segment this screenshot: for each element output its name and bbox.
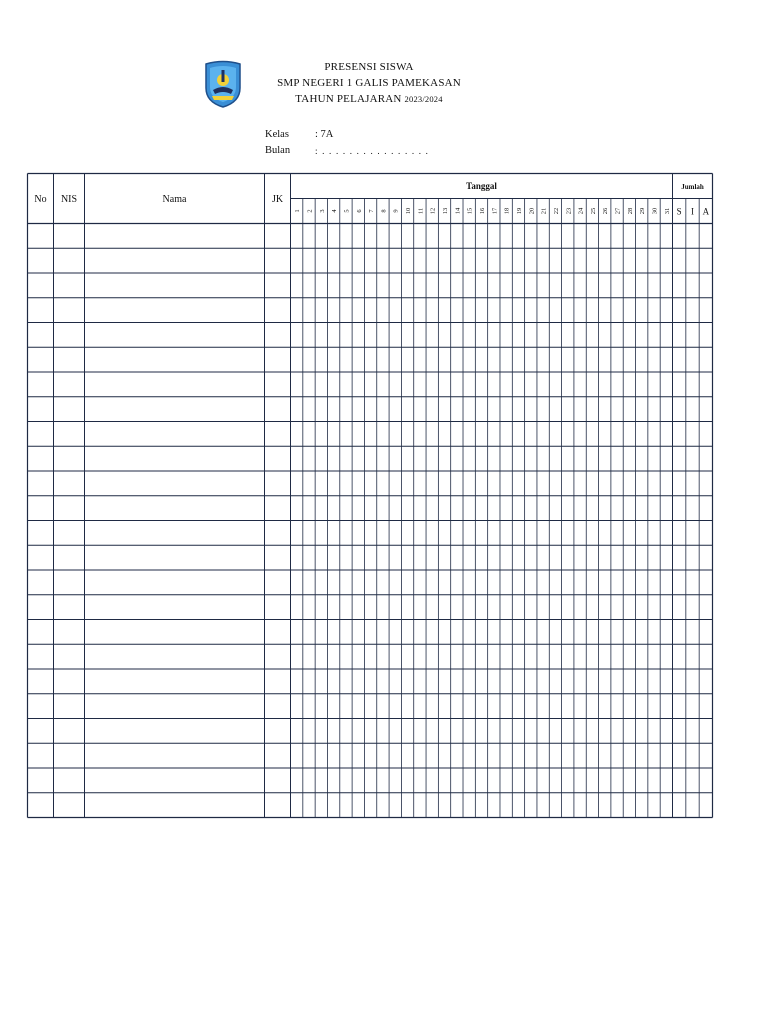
bulan-label: Bulan (265, 145, 291, 156)
header-no: No (34, 194, 47, 205)
header-tanggal: Tanggal (466, 181, 497, 191)
date-label-15: 15 (466, 207, 474, 215)
header-jumlah: Jumlah (681, 183, 704, 191)
date-label-21: 21 (540, 207, 548, 215)
header-jk: JK (271, 194, 284, 205)
date-label-7: 7 (368, 209, 376, 213)
kelas-value: : 7A (315, 129, 334, 140)
date-label-8: 8 (380, 209, 388, 213)
date-label-30: 30 (651, 207, 659, 215)
summary-label-s: S (676, 206, 682, 217)
date-label-28: 28 (626, 207, 634, 215)
date-label-10: 10 (405, 207, 413, 215)
date-label-31: 31 (663, 207, 671, 215)
kelas-label: Kelas (265, 129, 289, 140)
date-label-24: 24 (577, 207, 585, 215)
date-label-9: 9 (392, 209, 400, 213)
date-label-5: 5 (343, 209, 351, 213)
date-label-26: 26 (602, 207, 610, 215)
academic-year-label: TAHUN PELAJARAN (295, 93, 402, 105)
date-label-3: 3 (318, 209, 326, 213)
header-nis: NIS (60, 194, 78, 205)
date-label-14: 14 (454, 207, 462, 215)
date-label-29: 29 (639, 207, 647, 215)
academic-year-value: 2023/2024 (404, 94, 443, 104)
summary-label-i: I (691, 206, 694, 217)
date-label-16: 16 (479, 207, 486, 215)
date-label-23: 23 (565, 207, 573, 215)
summary-label-a: A (702, 206, 710, 217)
date-label-17: 17 (491, 207, 499, 215)
date-label-20: 20 (528, 207, 536, 215)
date-label-6: 6 (355, 209, 363, 213)
title-line-2: SMP NEGERI 1 GALIS PAMEKASAN (277, 77, 461, 89)
date-label-11: 11 (417, 207, 425, 215)
date-label-1: 1 (294, 209, 302, 213)
date-label-25: 25 (589, 207, 597, 215)
date-label-2: 2 (306, 209, 314, 213)
bulan-value: : . . . . . . . . . . . . . . . . (315, 146, 430, 156)
header-nama: Nama (162, 194, 187, 205)
date-label-4: 4 (331, 209, 339, 213)
date-label-27: 27 (614, 207, 622, 215)
date-label-19: 19 (515, 207, 523, 215)
date-label-12: 12 (429, 207, 437, 215)
title-line-1: PRESENSI SISWA (324, 61, 414, 73)
date-label-13: 13 (442, 207, 450, 215)
date-label-22: 22 (552, 207, 560, 215)
date-label-18: 18 (503, 207, 511, 215)
